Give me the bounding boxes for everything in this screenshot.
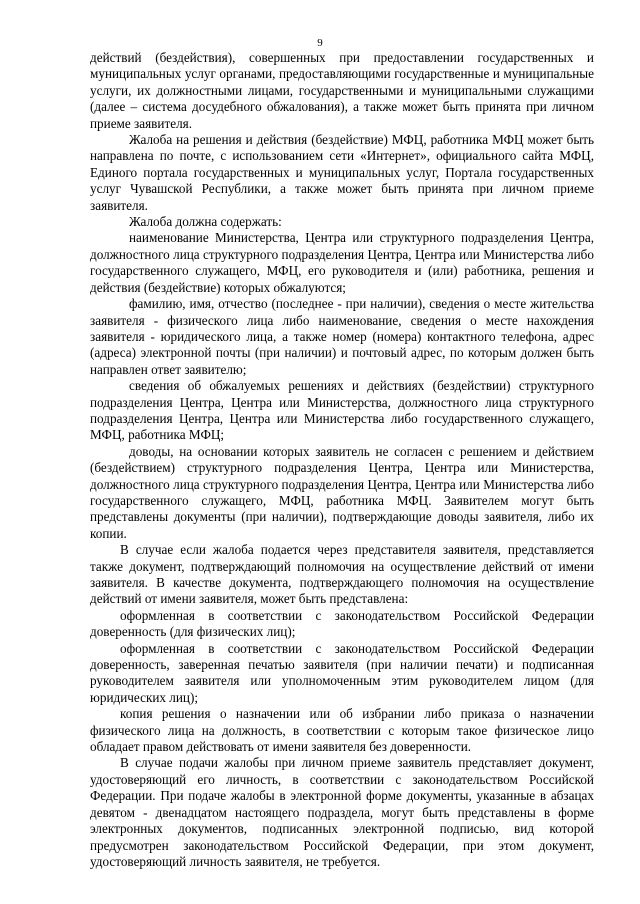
- paragraph-6: сведения об обжалуемых решениях и действиях (бездействии) структурного подразделения Центра, Центра или Министерства, должностного лица структурного подразделения Центра, Центра или Министерства либо государственного служащего, МФЦ, работника МФЦ;: [90, 378, 594, 443]
- page-number: 9: [317, 37, 323, 49]
- paragraph-1: действий (бездействия), совершенных при предоставлении государственных и муниципальных услуг органами, предоставляющими государственные и муниципальные услуги, их должностными лицами, государственными и муниципальными служащими (далее – система досудебного обжалования), а также может быть принята при личном приеме заявителя.: [90, 50, 594, 131]
- paragraph-3: Жалоба должна содержать:: [129, 214, 282, 230]
- paragraph-5: фамилию, имя, отчество (последнее - при наличии), сведения о месте жительства заявителя - физического лица либо наименование, сведения о месте нахождения заявителя - юридического лица, а также номер (номера) контактного телефона, адрес (адреса) электронной почты (при наличии) и почтовый адрес, по которым должен быть направлен ответ заявителю;: [90, 296, 594, 377]
- paragraph-10: оформленная в соответствии с законодательством Российской Федерации доверенность, заверенная печатью заявителя (при наличии печати) и подписанная руководителем заявителя или уполномоченным этим руководителем лицом (для юридических лиц);: [90, 640, 594, 705]
- paragraph-7: доводы, на основании которых заявитель не согласен с решением и действием (бездействием) структурного подразделения Центра, Центра или Министерства, должностного лица структурного подразделения Центра, Центра или Министерства либо государственного служащего, МФЦ, работника МФЦ. Заявителем могут быть представлены документы (при наличии), подтверждающие доводы заявителя, либо их копии.: [90, 443, 594, 541]
- paragraph-8: В случае если жалоба подается через представителя заявителя, представляется также документ, подтверждающий полномочия на осуществление действий от имени заявителя. В качестве документа, подтверждающего полномочия на осуществление действий от имени заявителя, может быть представлена:: [90, 542, 594, 607]
- paragraph-11: копия решения о назначении или об избрании либо приказа о назначении физического лица на должность, в соответствии с которым такое физическое лицо обладает правом действовать от имени заявителя без доверенности.: [90, 706, 594, 755]
- document-body: [90, 50, 594, 870]
- paragraph-9: оформленная в соответствии с законодательством Российской Федерации доверенность (для физических лиц);: [90, 607, 594, 640]
- paragraph-2: Жалоба на решения и действия (бездействие) МФЦ, работника МФЦ может быть направлена по почте, с использованием сети «Интернет», официального сайта МФЦ, Единого портала государственных и муниципальных услуг, Портала государственных услуг Чувашской Республики, а также может быть принята при личном приеме заявителя.: [90, 132, 594, 213]
- paragraph-12: В случае подачи жалобы при личном приеме заявитель представляет документ, удостоверяющий его личность, в соответствии с законодательством Российской Федерации. При подаче жалобы в электронной форме документы, указанные в абзацах девятом - двенадцатом настоящего подраздела, могут быть представлены в форме электронных документов, подписанных электронной подписью, вид которой предусмотрен законодательством Российской Федерации, при этом документ, удостоверяющий личность заявителя, не требуется.: [90, 755, 594, 869]
- paragraph-4: наименование Министерства, Центра или структурного подразделения Центра, должностного лица структурного подразделения Центра, Центра или Министерства либо государственного служащего, МФЦ, его руководителя и (или) работника, решения и действия (бездействие) которых обжалуются;: [90, 230, 594, 295]
